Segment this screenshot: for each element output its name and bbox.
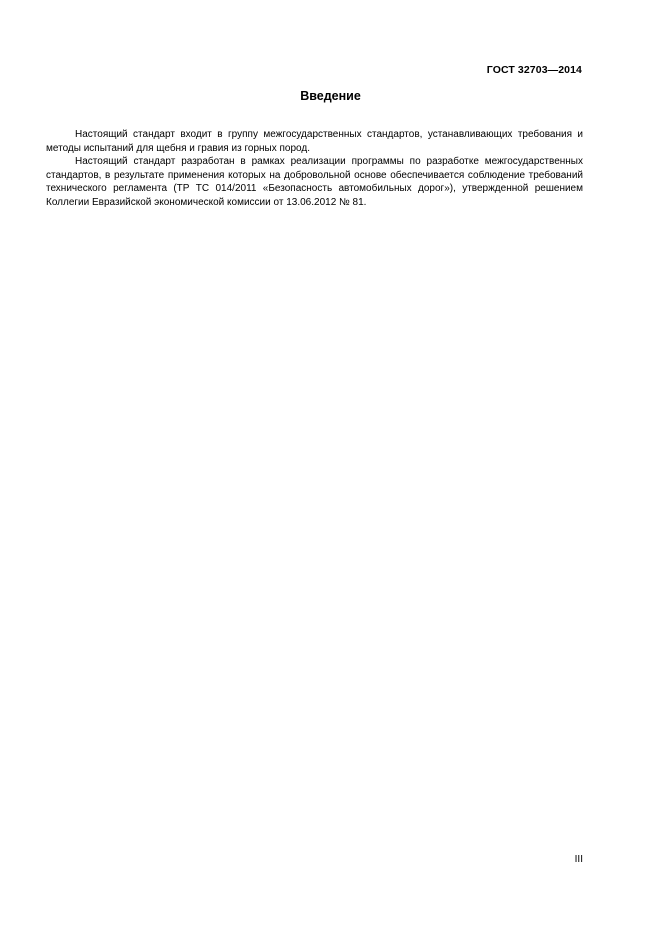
page-number: III [574, 854, 583, 865]
section-title: Введение [300, 89, 361, 103]
introduction-body [46, 128, 583, 210]
document-code: ГОСТ 32703—2014 [486, 64, 582, 76]
paragraph-2: Настоящий стандарт разработан в рамках реализации программы по разработке межгосударственных стандартов, в результате применения которых на добровольной основе обеспечивается соблюдение требований технического регламента (ТР ТС 014/2011 «Безопасность автомобильных дорог»), утвержденной решением Коллегии Евразийской экономической комиссии от 13.06.2012 № 81. [46, 156, 583, 208]
paragraph-1: Настоящий стандарт входит в группу межгосударственных стандартов, устанавливающих требования и методы испытаний для щебня и гравия из горных пород. [46, 129, 583, 154]
